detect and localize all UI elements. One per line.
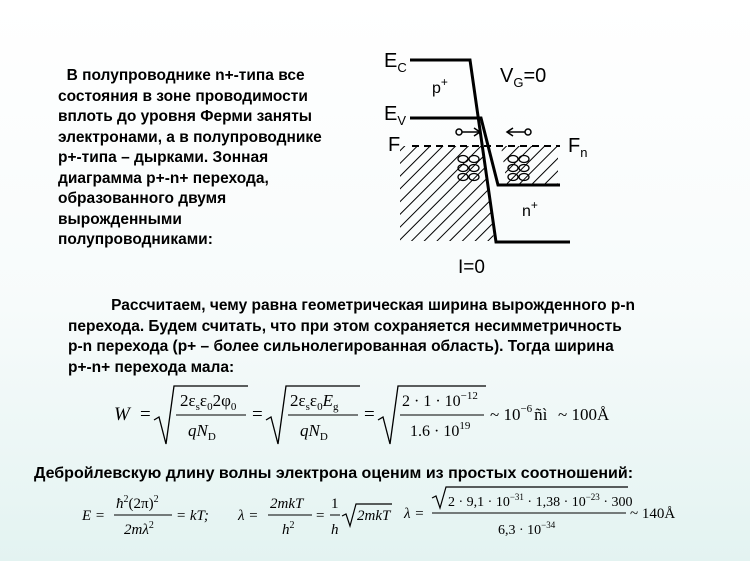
intro-line: вырожденными (58, 210, 182, 228)
eq-sign: = (316, 508, 325, 524)
lambda-formula-2 (402, 484, 702, 550)
approx-value-1: ~ $10^{-6}$ ñì (490, 403, 548, 424)
eq-sign: = (252, 404, 263, 425)
width-line: p+-n+ перехода мала: (68, 358, 235, 376)
band-diagram (370, 40, 590, 280)
intro-line: электронами, а в полупроводнике (58, 128, 322, 146)
h-denominator: h (331, 522, 339, 538)
lambda-lhs: λ = (404, 506, 425, 522)
approx-value-2: ~ 100Å (558, 405, 610, 424)
e-denominator: $2m\lambda^2$ (124, 520, 154, 538)
lambda-numerator: 2mkT (270, 496, 304, 512)
intro-paragraph (58, 66, 348, 251)
width-line: p-n перехода (p+ – более сильнолегированная область). Тогда ширина (68, 338, 614, 355)
label-ec: $E_C$ (384, 50, 407, 75)
eq-sign: = (364, 404, 375, 425)
width-line: перехода. Будем считать, что при этом сохраняется несимметричность (68, 317, 622, 335)
debroglie-paragraph: Дебройлевскую длину волны электрона оценим из простых соотношений: (34, 465, 634, 482)
label-ev: $E_V$ (384, 103, 407, 128)
p-filled-region (400, 146, 494, 241)
f3-numerator: $2 \cdot 1 \cdot 10^{-12}$ (402, 390, 478, 410)
width-line: Рассчитаем, чему равна геометрическая ширина вырожденного p-n (68, 297, 635, 314)
intro-line: вплоть до уровня Ферми заняты (58, 108, 313, 125)
f1-denominator: $qN_D$ (188, 421, 216, 443)
f2-numerator: $2\varepsilon_s\varepsilon_0E_g$ (290, 391, 339, 413)
width-formula (110, 380, 630, 450)
w-symbol: W (114, 404, 130, 425)
lambda-formula-1 (236, 486, 396, 546)
label-n-plus: n+ (522, 198, 538, 220)
lambda-numerator: $2 \cdot 9,1 \cdot 10^{-31} \cdot 1,38 \cdot 10^{-23} \cdot 300$ (448, 492, 633, 510)
lambda-lhs: λ = (238, 508, 259, 524)
e-lhs: E = (82, 508, 106, 524)
intro-line: полупроводниками: (58, 231, 213, 248)
eq-sign: = (140, 404, 151, 425)
f2-denominator: $qN_D$ (300, 421, 328, 443)
root-content: 2mkT (357, 508, 391, 524)
intro-line: p+-типа – дырками. Зонная (58, 149, 269, 166)
intro-line: состояния в зоне проводимости (58, 87, 308, 105)
e-rhs: = kT; (176, 508, 209, 524)
lambda-denominator: $h^2$ (282, 520, 295, 538)
label-vg: $V_G=0$ (500, 65, 547, 90)
intro-line: диаграмма p+-n+ перехода, (58, 169, 269, 187)
intro-line: В полупроводнике n+-типа все (58, 67, 305, 84)
one-over: 1 (331, 496, 339, 512)
label-p-plus: p+ (432, 75, 448, 97)
width-paragraph (68, 296, 708, 378)
electron-arrow-icon (507, 128, 531, 136)
label-fn: $F_n$ (568, 135, 588, 160)
approx-value: ~ 140Å (630, 506, 676, 522)
label-current: I=0 (458, 257, 485, 278)
f3-denominator: $1.6 \cdot 10^{19}$ (410, 420, 471, 440)
intro-line: образованного двумя (58, 190, 227, 207)
hole-arrow-icon (456, 128, 480, 136)
energy-formula (80, 486, 230, 546)
e-numerator: $ħ^2(2\pi)^2$ (116, 494, 159, 512)
f1-numerator: $2\varepsilon_s\varepsilon_02\varphi_0$ (180, 391, 237, 413)
lambda-denominator: $6,3 \cdot 10^{-34}$ (498, 520, 556, 538)
label-f: F (388, 134, 401, 156)
